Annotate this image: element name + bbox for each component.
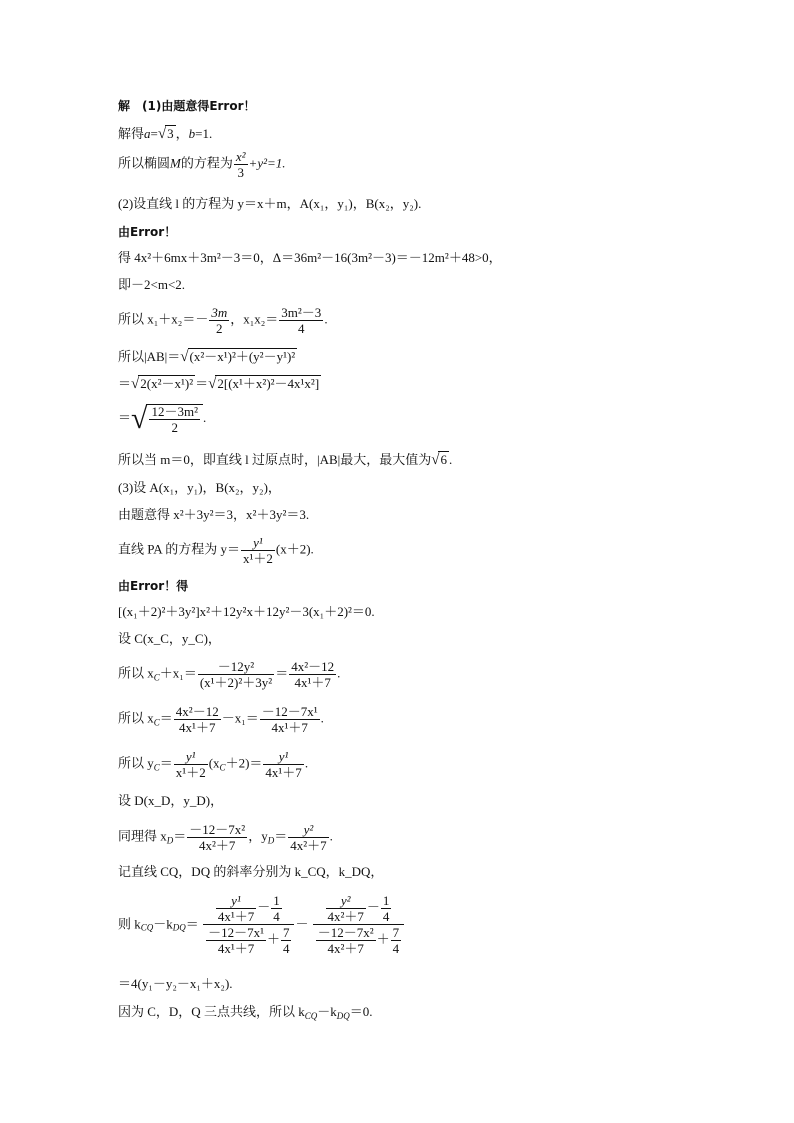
line-18 <box>118 631 221 647</box>
fraction <box>174 750 208 779</box>
text: －k <box>317 1004 337 1019</box>
numerator: y¹ <box>216 894 256 909</box>
compound-fraction-2 <box>313 894 404 955</box>
text: 同理得 x <box>118 828 167 844</box>
line-3 <box>118 150 286 179</box>
text: ＋x₁＝ <box>159 665 197 681</box>
sqrt-symbol: √ <box>180 349 189 365</box>
line-4 <box>118 196 421 212</box>
text: ，y <box>248 828 268 844</box>
text: 由题意得 x²＋3y²＝3，x²＋3y²＝3. <box>118 507 310 522</box>
text: . <box>320 710 324 726</box>
denominator: 4x¹＋7 <box>217 909 255 924</box>
text: 直线 PA 的方程为 y＝ <box>118 541 240 557</box>
text: (2)设直线 l 的方程为 y＝x＋m，A(x₁，y₁)，B(x₂，y₂). <box>118 196 422 211</box>
line-1 <box>118 98 256 114</box>
radicand: 3 <box>167 126 174 141</box>
line-7 <box>118 277 185 293</box>
line-21 <box>118 750 308 779</box>
text: ，x₁x₂＝ <box>230 311 279 327</box>
text: b <box>188 126 196 141</box>
numerator <box>313 894 404 925</box>
fraction <box>316 926 376 955</box>
denominator: 4 <box>282 941 290 956</box>
text: 所以 x₁＋x₂＝－ <box>118 311 209 327</box>
text: 设 C(x_C，y_C)， <box>118 631 221 646</box>
line-20 <box>118 705 324 734</box>
sqrt-symbol: √ <box>131 402 148 435</box>
text: ＝ <box>195 376 209 391</box>
fraction <box>381 894 392 923</box>
text: ＝0. <box>349 1004 373 1019</box>
numerator: y¹ <box>174 750 208 765</box>
radicand: 2[(x¹＋x²)²－4x¹x²] <box>217 376 320 391</box>
denominator: 4x¹＋7 <box>179 720 216 735</box>
text: . <box>337 665 341 681</box>
sqrt-symbol: √ <box>208 376 217 392</box>
text: ＝ <box>185 916 199 932</box>
text: ＝ <box>173 828 187 844</box>
text: －x₁＝ <box>221 710 259 726</box>
line-13 <box>118 480 281 496</box>
text: 所以 x <box>118 665 154 681</box>
line-11 <box>118 404 206 434</box>
text: ＋2)＝ <box>225 755 263 771</box>
numerator: －12－7x² <box>189 822 246 837</box>
numerator: －12y² <box>198 660 274 675</box>
subscript: CQ <box>140 922 154 933</box>
text: ＝ <box>159 755 173 771</box>
denominator: 4x²＋7 <box>290 838 327 853</box>
subscript: C <box>153 672 160 683</box>
denominator: 4x¹＋7 <box>265 765 302 780</box>
text: 因为 C，D，Q 三点共线，所以 k <box>118 1004 305 1019</box>
line-23 <box>118 823 333 852</box>
numerator: 1 <box>382 893 390 908</box>
line-15 <box>118 536 314 565</box>
numerator: －12－7x² <box>317 925 374 940</box>
text: a <box>144 126 151 141</box>
text: . <box>304 755 309 771</box>
text: ＝ <box>118 409 132 425</box>
text: 记直线 CQ，DQ 的斜率分别为 k_CQ，k_DQ， <box>118 864 384 879</box>
fraction <box>279 306 323 335</box>
numerator <box>203 894 294 925</box>
text: ＝ <box>275 665 289 681</box>
fraction <box>288 823 328 852</box>
numerator: 3m²－3 <box>281 305 322 320</box>
denominator: 4x²＋7 <box>327 941 364 956</box>
fraction <box>174 705 221 734</box>
text: 所以 y <box>118 755 154 771</box>
denominator: 4x¹＋7 <box>294 675 331 690</box>
subscript: C <box>153 717 160 728</box>
denominator: x¹＋2 <box>242 551 273 566</box>
fraction <box>216 894 256 923</box>
line-19 <box>118 660 340 689</box>
numerator: 4x²－12 <box>175 704 219 719</box>
line-5 <box>118 224 176 240</box>
denominator: 2 <box>171 420 178 435</box>
denominator: 4x²＋7 <box>327 909 364 924</box>
text: 由Error！ <box>118 225 177 239</box>
text: 得 4x²＋6mx＋3m²－3＝0，Δ＝36m²－16(3m²－3)＝－12m²＋48>0， <box>118 250 502 265</box>
text: 所以椭圆 <box>118 155 171 171</box>
numerator: y² <box>326 894 366 909</box>
text-l1: 解 (1)由题意得Error！ <box>118 99 256 113</box>
fraction <box>187 823 247 852</box>
denominator: 4x²＋7 <box>199 838 236 853</box>
line-16 <box>118 578 188 594</box>
subscript: D <box>267 835 275 846</box>
fraction <box>326 894 366 923</box>
denominator: x¹＋2 <box>175 765 206 780</box>
numerator: －12－7x¹ <box>208 925 264 940</box>
radicand-box <box>146 404 203 434</box>
line-6 <box>118 250 502 266</box>
numerator: y¹ <box>241 536 275 551</box>
compound-fraction-1 <box>203 894 294 955</box>
sqrt-symbol: √ <box>131 376 140 392</box>
subscript: C <box>219 762 226 773</box>
line-27 <box>118 1004 373 1020</box>
numerator: －12－7x¹ <box>261 704 318 719</box>
text: +y²=1. <box>248 155 286 171</box>
line-24 <box>118 864 383 880</box>
denominator: 4x¹＋7 <box>271 720 308 735</box>
sqrt-symbol: √ <box>157 126 167 142</box>
fraction <box>391 926 402 955</box>
denominator: 4 <box>298 321 305 336</box>
fraction <box>198 660 274 689</box>
fraction <box>271 894 282 923</box>
subscript: DQ <box>336 1011 350 1021</box>
denominator: 4 <box>273 909 280 924</box>
text: . <box>203 409 207 425</box>
text: (x＋2). <box>275 541 314 557</box>
line-26 <box>118 976 233 992</box>
denominator: (x¹＋2)²＋3y² <box>199 675 273 690</box>
subscript: D <box>166 835 174 846</box>
text: (x <box>208 755 220 771</box>
text: － <box>295 916 309 932</box>
text: M <box>170 155 181 171</box>
line-9 <box>118 348 297 365</box>
text: －k <box>153 916 173 932</box>
text: = <box>150 126 158 141</box>
numerator: y² <box>288 823 328 838</box>
denominator <box>313 925 404 955</box>
text: － <box>257 899 271 915</box>
fraction <box>281 926 292 955</box>
text: ＝ <box>159 710 173 726</box>
text: =1. <box>195 126 213 141</box>
text: 所以 x <box>118 710 154 726</box>
text: (3)设 A(x₁，y₁)，B(x₂，y₂)， <box>118 480 281 495</box>
numerator: x² <box>235 149 246 164</box>
text: 由Error！得 <box>118 579 189 593</box>
numerator: y¹ <box>263 750 303 765</box>
numerator: 7 <box>392 925 400 940</box>
fraction <box>289 660 336 689</box>
numerator: 3m <box>211 305 228 320</box>
numerator: 7 <box>282 925 290 940</box>
line-25 <box>118 894 405 955</box>
text: － <box>366 899 380 915</box>
fraction <box>149 405 200 434</box>
fraction <box>209 306 229 335</box>
line-2 <box>118 125 212 142</box>
line-17 <box>118 604 375 620</box>
sqrt-symbol: √ <box>431 452 440 468</box>
fraction <box>234 150 248 179</box>
text: ＝ <box>118 376 132 391</box>
text: 解得 <box>118 126 145 141</box>
line-10 <box>118 375 321 392</box>
numerator: 12－3m² <box>151 404 198 419</box>
denominator: 2 <box>216 321 223 336</box>
text: . <box>324 311 328 327</box>
text: 所以|AB|＝ <box>118 349 181 364</box>
text: . <box>448 452 453 467</box>
line-22 <box>118 793 223 809</box>
text: ＝ <box>274 828 288 844</box>
numerator: 1 <box>273 893 280 908</box>
fraction <box>206 926 266 955</box>
radicand: 6 <box>440 452 447 467</box>
text: 的方程为 <box>180 155 233 171</box>
line-12 <box>118 451 452 468</box>
text: ＋ <box>376 931 390 947</box>
text: 则 k <box>118 916 141 932</box>
fraction <box>263 750 303 779</box>
radicand: (x²－x¹)²＋(y²－y¹)² <box>189 349 296 364</box>
subscript: CQ <box>304 1011 318 1021</box>
line-8 <box>118 306 328 335</box>
text: . <box>329 828 333 844</box>
fraction <box>260 705 320 734</box>
subscript: C <box>153 762 160 773</box>
text: 即－2<m<2. <box>118 277 186 292</box>
text: ＋ <box>266 931 280 947</box>
denominator: 4 <box>382 909 390 924</box>
line-14 <box>118 507 309 523</box>
numerator: 4x²－12 <box>291 659 335 674</box>
text: 设 D(x_D，y_D)， <box>118 793 224 808</box>
denominator: 4 <box>392 941 400 956</box>
text: ＝4(y₁－y₂－x₁＋x₂). <box>118 976 233 991</box>
text: ， <box>175 126 189 141</box>
text: 所以当 m＝0，即直线 l 过原点时，|AB|最大，最大值为 <box>118 452 432 467</box>
subscript: DQ <box>172 922 186 933</box>
denominator: 4x¹＋7 <box>217 941 255 956</box>
denominator: 3 <box>237 165 244 180</box>
fraction <box>241 536 275 565</box>
denominator <box>203 925 294 955</box>
text: [(x₁＋2)²＋3y²]x²＋12y²x＋12y²－3(x₁＋2)²＝0. <box>118 604 375 619</box>
radicand: 2(x²－x¹)² <box>140 376 194 391</box>
